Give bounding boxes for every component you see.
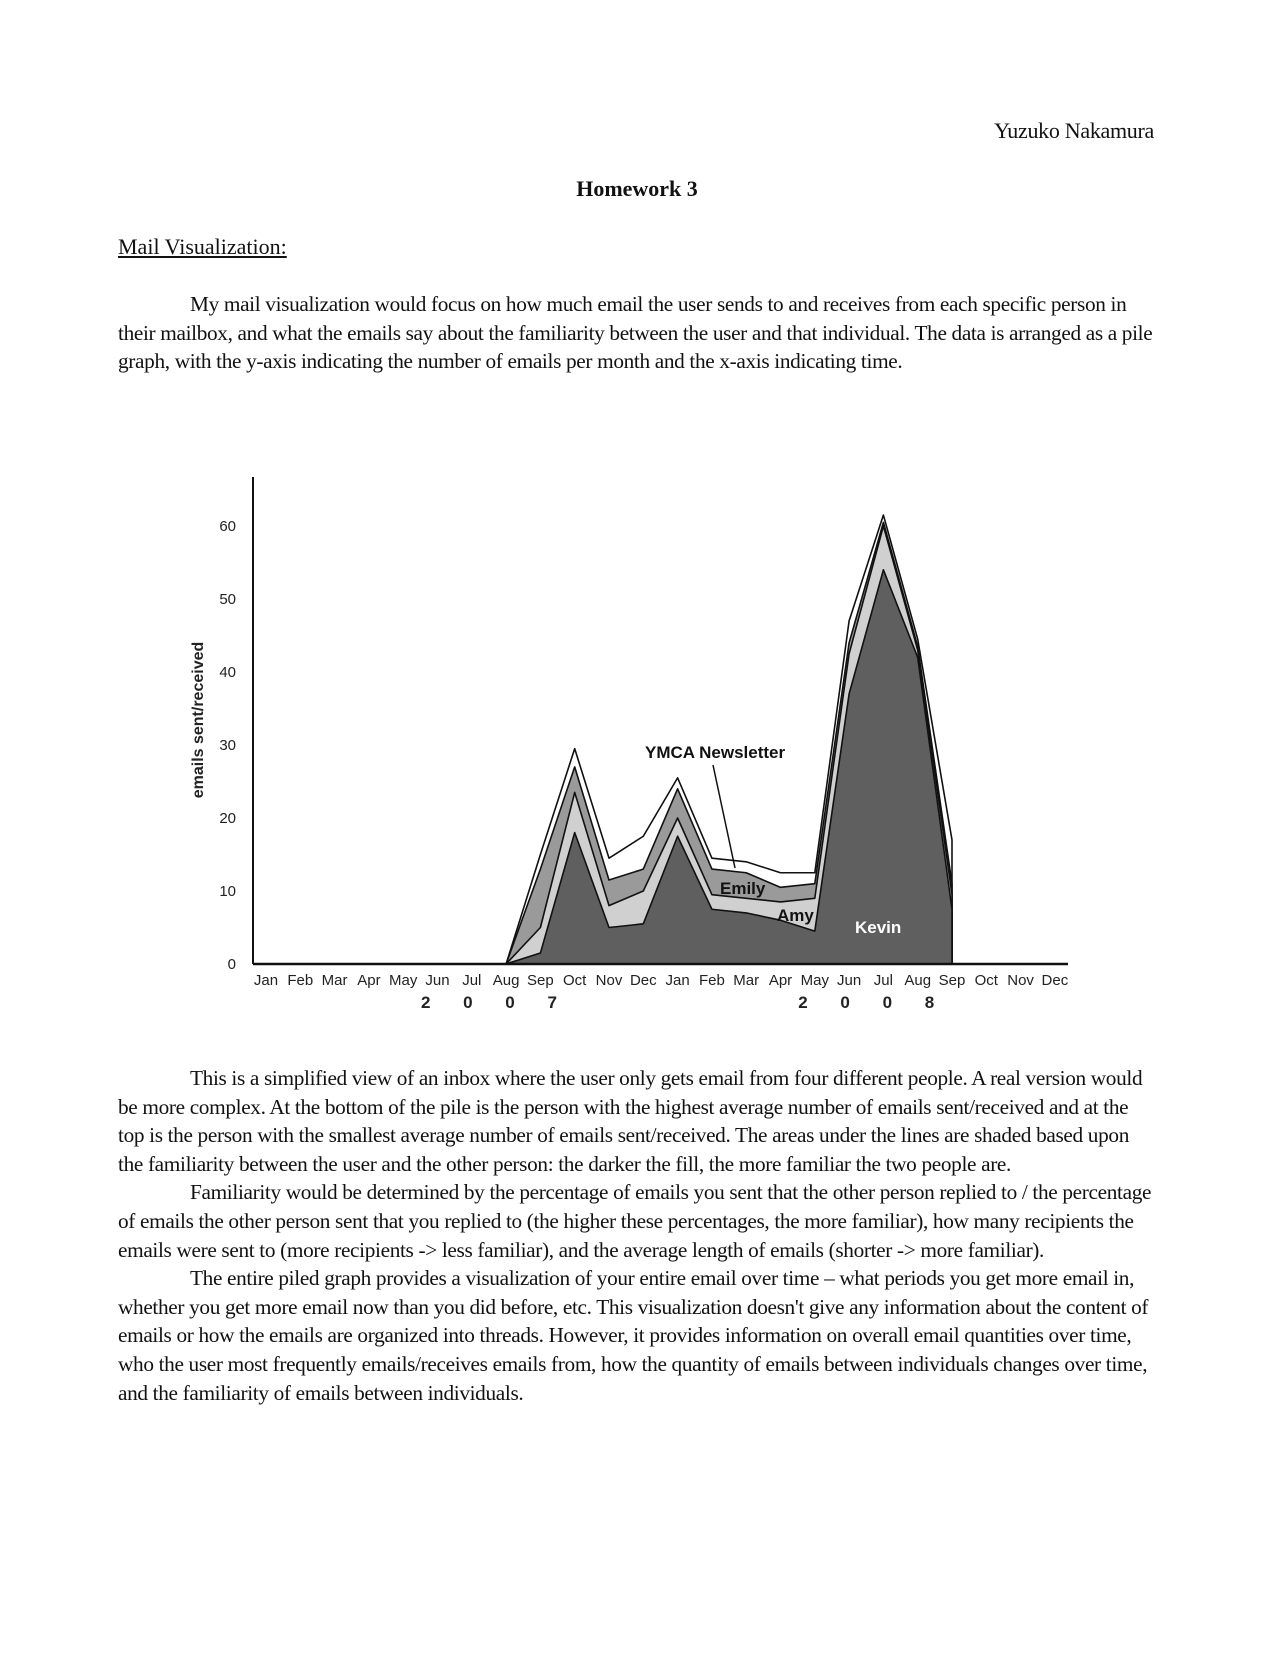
y-tick-label: 40: [219, 664, 236, 681]
label-ymca-newsletter: YMCA Newsletter: [645, 743, 786, 762]
x-tick-label: Feb: [698, 972, 725, 989]
y-tick-label: 50: [219, 591, 236, 608]
y-tick-label: 20: [219, 810, 236, 827]
x-tick-label: Mar: [733, 972, 760, 989]
page-title: Homework 3: [576, 176, 698, 201]
year-label: 2 0 0 8: [798, 993, 949, 1012]
y-tick-label: 10: [219, 883, 236, 900]
x-tick-label: Mar: [321, 972, 348, 989]
section-heading: Mail Visualization:: [118, 234, 287, 259]
x-tick-label: Apr: [357, 972, 381, 989]
label-amy: Amy: [777, 906, 814, 925]
x-tick-label: May: [389, 972, 418, 989]
y-tick-label: 30: [219, 737, 236, 754]
y-axis-label: emails sent/received: [190, 641, 207, 799]
x-tick-label: Feb: [287, 972, 314, 989]
label-kevin: Kevin: [855, 918, 902, 937]
x-tick-label: Apr: [768, 972, 793, 989]
y-tick-label: 60: [219, 518, 236, 535]
x-tick-label: Dec: [1041, 972, 1069, 989]
x-tick-label: Dec: [629, 972, 657, 989]
x-tick-label: Jul: [462, 972, 482, 989]
x-tick-label: Nov: [595, 972, 623, 989]
ymca-leader-line: [713, 765, 735, 868]
x-tick-label: Jun: [837, 972, 862, 989]
label-emily: Emily: [720, 879, 766, 898]
x-tick-label: Sep: [527, 972, 554, 989]
x-tick-labels: [254, 972, 1069, 989]
x-tick-label: Aug: [904, 972, 932, 989]
body-paragraph: Familiarity would be determined by the percentage of emails you sent that the other person replied to / the percentage of emails the other person sent that you replied to (the higher these percentages, the more familiar), how many recipients the emails were sent to (more recipients -> less familiar), and the average length of emails (shorter -> more familiar).: [118, 1180, 1152, 1262]
body-text: [118, 1064, 1158, 1407]
x-tick-label: Jan: [665, 972, 690, 989]
body-paragraph: The entire piled graph provides a visualization of your entire email over time – what periods you get more email in, whether you get more email now than you did before, etc. This visualization doesn't give any information about the content of emails or how the emails are organized into threads. However, it provides information on overall email quantities over time, who the user most frequently emails/receives emails from, how the quantity of emails between individuals changes over time, and the familiarity of emails between individuals.: [118, 1266, 1149, 1405]
y-tick-labels: [219, 518, 236, 973]
x-tick-label: Oct: [563, 972, 587, 989]
year-labels: [421, 993, 948, 1012]
x-tick-label: May: [800, 972, 829, 989]
x-tick-label: Jul: [873, 972, 893, 989]
x-tick-label: Jun: [425, 972, 450, 989]
intro-paragraph-text: My mail visualization would focus on how much email the user sends to and receives from each specific person in their mailbox, and what the emails say about the familiarity between the user and that individual. The data is arranged as a pile graph, with the y-axis indicating the number of emails per month and the x-axis indicating time.: [118, 292, 1153, 374]
y-tick-label: 0: [227, 956, 236, 973]
x-tick-label: Sep: [938, 972, 966, 989]
x-tick-label: Aug: [492, 972, 520, 989]
body-paragraph: This is a simplified view of an inbox where the user only gets email from four different people. A real version would be more complex. At the bottom of the pile is the person with the highest average number of emails sent/received and at the top is the person with the smallest average number of emails sent/received. The areas under the lines are shaded based upon the familiarity between the user and the other person: the darker the fill, the more familiar the two people are.: [118, 1066, 1143, 1176]
x-tick-label: Jan: [253, 972, 279, 989]
author-name: Yuzuko Nakamura: [994, 118, 1154, 143]
x-tick-label: Nov: [1007, 972, 1034, 989]
x-tick-label: Oct: [974, 972, 998, 989]
year-label: 2 0 0 7: [420, 993, 571, 1012]
